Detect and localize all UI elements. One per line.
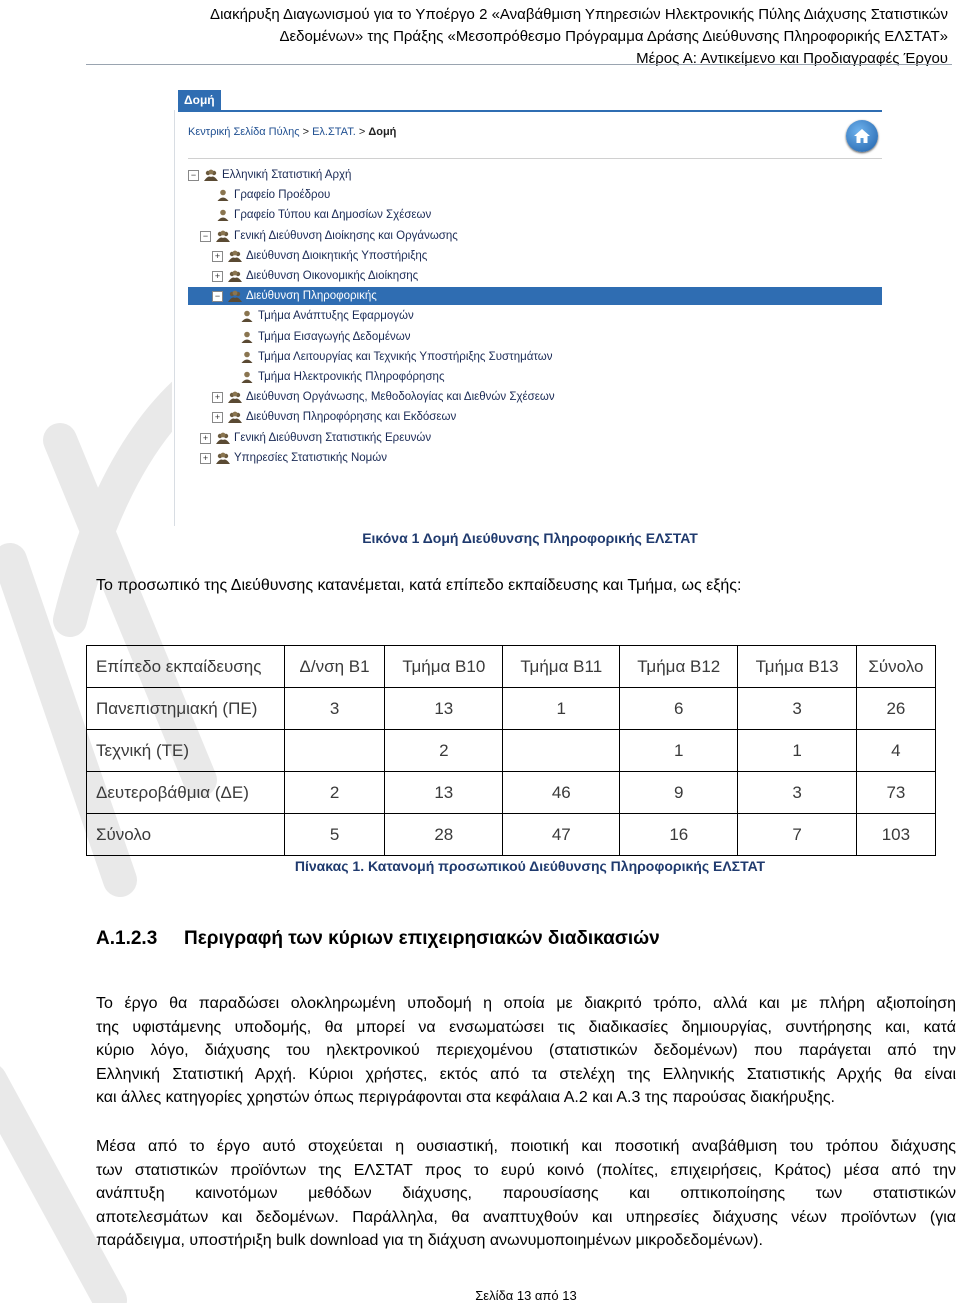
- table-cell: 2: [285, 772, 385, 814]
- people-group-icon: [228, 410, 242, 424]
- table-row: [87, 688, 936, 730]
- table-cell: Πανεπιστημιακή (ΠΕ): [87, 688, 285, 730]
- tree-node-label: Υπηρεσίες Στατιστικής Νομών: [234, 451, 388, 464]
- breadcrumb-separator: >: [299, 126, 313, 138]
- header-line-1: Διακήρυξη Διαγωνισμού για το Υποέργο 2 «Αναβάθμιση Υπηρεσιών Ηλεκτρονικής Πύλης Διάχυσης Στατιστικών: [210, 6, 948, 23]
- table-header-row: [87, 646, 936, 688]
- table-cell: 3: [285, 688, 385, 730]
- tree-node-label: Τμήμα Λειτουργίας και Τεχνικής Υποστήριξης Συστημάτων: [258, 350, 553, 363]
- tree-node[interactable]: [188, 348, 882, 366]
- staff-table: [86, 645, 936, 856]
- table-cell: 2: [385, 730, 503, 772]
- structure-screenshot: [172, 86, 882, 526]
- table-cell: 1: [738, 730, 856, 772]
- section-number: Α.1.2.3: [96, 928, 158, 949]
- tree-node-label: Γενική Διεύθυνση Διοίκησης και Οργάνωσης: [234, 229, 458, 242]
- table-row: [87, 814, 936, 856]
- intro-text: Το προσωπικό της Διεύθυνσης κατανέμεται, κατά επίπεδο εκπαίδευσης και Τμήμα, ως εξής:: [96, 577, 742, 594]
- person-icon: [216, 188, 230, 202]
- table-cell: Τμήμα Β12: [620, 646, 738, 688]
- paragraph-1: [96, 992, 956, 1110]
- table-cell: Δ/νση Β1: [285, 646, 385, 688]
- paragraph-line: ανάπτυξη καινοτόμων μεθόδων διάχυσης, παρουσίασης και οπτικοποίησης των στατιστικών: [96, 1185, 956, 1202]
- person-icon: [240, 350, 254, 364]
- table-cell: 5: [285, 814, 385, 856]
- tree-node-label: Διεύθυνση Οργάνωσης, Μεθοδολογίας και Διεθνών Σχέσεων: [246, 391, 555, 404]
- table-cell: 6: [620, 688, 738, 730]
- people-group-icon: [228, 289, 242, 303]
- table-cell: 13: [385, 772, 503, 814]
- tree-node[interactable]: [188, 408, 882, 426]
- person-icon: [240, 309, 254, 323]
- table-row: [87, 730, 936, 772]
- table-cell: [285, 730, 385, 772]
- table-cell: 3: [738, 688, 856, 730]
- figure-caption: Εικόνα 1 Δομή Διεύθυνσης Πληροφορικής ΕΛΣΤΑΤ: [362, 530, 698, 546]
- breadcrumb-divider: [188, 158, 882, 159]
- table-cell: 26: [856, 688, 935, 730]
- tree-node-label: Γραφείο Τύπου και Δημοσίων Σχέσεων: [234, 209, 432, 222]
- paragraph-line: Μέσα από το έργο αυτό στοχεύεται η ουσιαστική, ποιοτική και ποσοτική αναβάθμιση του τρόπου διάχυσης: [96, 1138, 956, 1155]
- people-group-icon: [216, 451, 230, 465]
- collapse-icon[interactable]: −: [200, 231, 211, 242]
- tree-node[interactable]: [188, 449, 882, 467]
- tree-node[interactable]: [188, 247, 882, 265]
- breadcrumb-separator: >: [355, 126, 369, 138]
- panel-border: [174, 110, 175, 526]
- tree-node[interactable]: [188, 429, 882, 447]
- paragraph-line: παράδειγμα, υποστήριξη bulk download για τη διάχυση ανωνυμοποιημένων μικροδεδομένων).: [96, 1232, 763, 1249]
- tree-node[interactable]: [188, 186, 882, 204]
- header-line-3: Μέρος Α: Αντικείμενο και Προδιαγραφές Έργου: [636, 50, 948, 67]
- table-cell: Επίπεδο εκπαίδευσης: [87, 646, 285, 688]
- section-title: Περιγραφή των κύριων επιχειρησιακών διαδικασιών: [184, 928, 660, 949]
- tree-node-label: Τμήμα Ηλεκτρονικής Πληροφόρησης: [258, 371, 445, 383]
- table-cell: [503, 730, 620, 772]
- table-cell: 73: [856, 772, 935, 814]
- table-cell: 1: [620, 730, 738, 772]
- tree-node[interactable]: [188, 227, 882, 245]
- tree-node-label: Διεύθυνση Πληροφόρησης και Εκδόσεων: [246, 411, 457, 424]
- tree-node-label: Διεύθυνση Οικονομικής Διοίκησης: [246, 270, 419, 282]
- tree-node[interactable]: [188, 388, 882, 406]
- paragraph-line: αποτελεσμάτων και δεδομένων. Παράλληλα, θα αναπτυχθούν και υπηρεσίες διάχυσης νέων προϊόντων (για: [96, 1208, 956, 1226]
- table-cell: Τμήμα Β10: [385, 646, 503, 688]
- tree-node[interactable]: [188, 328, 882, 346]
- tree-node[interactable]: [188, 368, 882, 386]
- breadcrumb: [188, 126, 396, 138]
- expand-icon[interactable]: +: [212, 392, 223, 403]
- people-group-icon: [216, 431, 230, 445]
- people-group-icon: [204, 168, 218, 182]
- expand-icon[interactable]: +: [200, 453, 211, 464]
- table-cell: 16: [620, 814, 738, 856]
- tree-node[interactable]: [188, 267, 882, 285]
- people-group-icon: [216, 229, 230, 243]
- breadcrumb-current: Δομή: [368, 126, 397, 138]
- person-icon: [216, 208, 230, 222]
- header-divider: [86, 64, 952, 65]
- tree-node-label: Διεύθυνση Πληροφορικής: [246, 290, 377, 303]
- table-cell: Τεχνική (ΤΕ): [87, 730, 285, 772]
- header-line-2: Δεδομένων» της Πράξης «Μεσοπρόθεσμο Πρόγραμμα Δράσης Διεύθυνσης Πληροφορικής ΕΛΣΤΑΤ»: [279, 28, 948, 45]
- tree-node-label: Τμήμα Ανάπτυξης Εφαρμογών: [258, 310, 414, 323]
- table-cell: 4: [856, 730, 935, 772]
- expand-icon[interactable]: +: [200, 433, 211, 444]
- home-button[interactable]: [846, 120, 878, 152]
- table-cell: 13: [385, 688, 503, 730]
- tree-node[interactable]: [188, 206, 882, 224]
- table-cell: 3: [738, 772, 856, 814]
- table-cell: 7: [738, 814, 856, 856]
- person-icon: [240, 330, 254, 344]
- tree-node-label: Γραφείο Προέδρου: [234, 189, 331, 202]
- breadcrumb-elstat[interactable]: Ελ.ΣΤΑΤ.: [312, 126, 356, 138]
- table-cell: Σύνολο: [856, 646, 935, 688]
- tree-node-label: Διεύθυνση Διοικητικής Υποστήριξης: [246, 249, 428, 262]
- paragraph-line: και άλλες κατηγορίες χρηστών όπως περιγράφονται στα κεφάλαια Α.2 και Α.3 της παρούσας διακήρυξης.: [96, 1089, 835, 1106]
- tree-node[interactable]: [188, 287, 882, 305]
- table-cell: 9: [620, 772, 738, 814]
- table-cell: Τμήμα Β13: [738, 646, 856, 688]
- table-cell: 1: [503, 688, 620, 730]
- paragraph-line: Ελληνική Στατιστική Αρχή. Κύριοι χρήστες, εκτός από τα στελέχη της Ελληνικής Στατιστικής Αρχής θα είναι: [96, 1065, 956, 1083]
- collapse-icon[interactable]: −: [212, 291, 223, 302]
- home-icon: [853, 127, 871, 145]
- page-header: [210, 4, 948, 70]
- table-row: [87, 772, 936, 814]
- expand-icon[interactable]: +: [212, 271, 223, 282]
- expand-icon[interactable]: +: [212, 251, 223, 262]
- expand-icon[interactable]: +: [212, 412, 223, 423]
- section-heading: [96, 928, 660, 950]
- table-cell: 46: [503, 772, 620, 814]
- tab-structure[interactable]: Δομή: [178, 90, 221, 110]
- table-cell: 28: [385, 814, 503, 856]
- table-cell: 103: [856, 814, 935, 856]
- people-group-icon: [228, 249, 242, 263]
- paragraph-line: κύριο λόγο, διάχυσης του ηλεκτρονικού περιεχομένου (στατιστικών δεδομένων) που παράγεται από την: [96, 1042, 956, 1059]
- collapse-icon[interactable]: −: [188, 170, 199, 181]
- person-icon: [240, 370, 254, 384]
- tree-node[interactable]: [188, 307, 882, 325]
- table-cell: 47: [503, 814, 620, 856]
- table-cell: Σύνολο: [87, 814, 285, 856]
- tab-underline: [178, 110, 882, 112]
- tree-node-label: Γενική Διεύθυνση Στατιστικής Ερευνών: [234, 431, 432, 444]
- table-cell: Τμήμα Β11: [503, 646, 620, 688]
- page-footer: Σελίδα 13 από 13: [475, 1288, 577, 1303]
- paragraph-line: των στατιστικών προϊόντων της ΕΛΣΤΑΤ προς το ευρύ κοινό (πολίτες, επιχειρήσεις, Κράτος) μέσα από την: [96, 1161, 956, 1179]
- people-group-icon: [228, 390, 242, 404]
- paragraph-line: Το έργο θα παραδώσει ολοκληρωμένη υποδομή η οποία με διακριτό τρόπο, αλλά και με πλήρη αξιοποίηση: [96, 995, 956, 1012]
- breadcrumb-home[interactable]: Κεντρική Σελίδα Πύλης: [188, 126, 300, 138]
- table-caption: Πίνακας 1. Κατανομή προσωπικού Διεύθυνσης Πληροφορικής ΕΛΣΤΑΤ: [294, 858, 766, 874]
- paragraph-line: της υφιστάμενης υποδομής, θα μπορεί να ενσωματώσει τις διαδικασίες δημιουργίας, συντήρησης και, κατά: [96, 1018, 956, 1036]
- table-cell: Δευτεροβάθμια (ΔΕ): [87, 772, 285, 814]
- tree-node-label: Ελληνική Στατιστική Αρχή: [222, 169, 352, 181]
- tree-node-label: Τμήμα Εισαγωγής Δεδομένων: [258, 330, 411, 343]
- people-group-icon: [228, 269, 242, 283]
- tree-node[interactable]: [188, 166, 882, 184]
- paragraph-2: [96, 1135, 956, 1253]
